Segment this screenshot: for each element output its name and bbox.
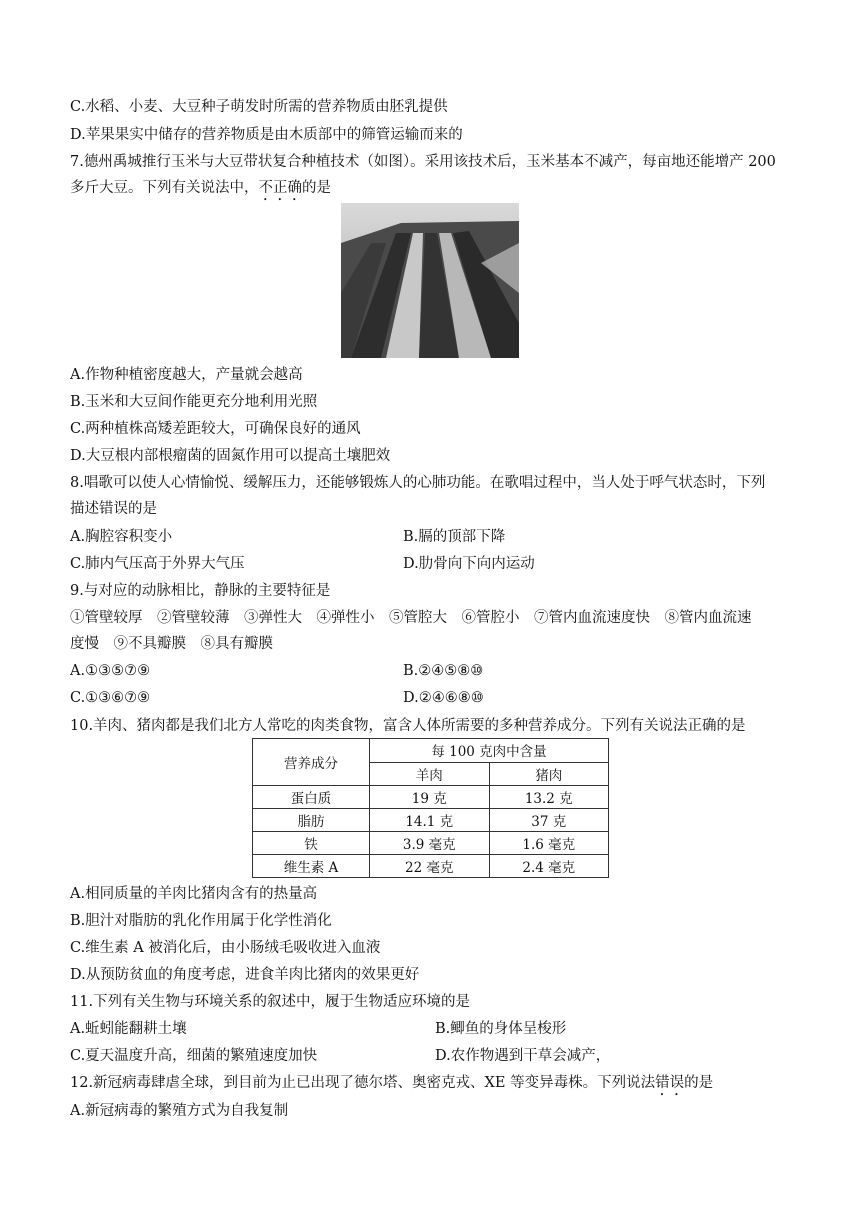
q12-option-a: A.新冠病毒的繁殖方式为自我复制: [70, 1103, 289, 1119]
q12-stem: 12.新冠病毒肆虐全球，到目前为止已出现了德尔塔、奥密克戎、XE 等变异毒株。下列说法错误的是: [70, 1075, 714, 1091]
emphasis-text: 不正确: [258, 180, 302, 196]
nutrient-name: 铁: [253, 832, 370, 855]
header-nutrient: 营养成分: [253, 739, 370, 786]
header-group: 每 100 克肉中含量: [370, 739, 609, 763]
q7-option-a: A.作物种植密度越大，产量就会越高: [70, 367, 303, 383]
q9-option-b: B.②④⑤⑧⑩: [403, 663, 484, 679]
corn-soybean-field-photo: [341, 203, 519, 358]
table-row: [253, 809, 609, 832]
lamb-value: 14.1 克: [370, 809, 490, 832]
q7-option-c: C.两种植株高矮差距较大，可确保良好的通风: [70, 421, 361, 437]
q6-option-c: C.水稻、小麦、大豆种子萌发时所需的营养物质由胚乳提供: [70, 99, 448, 115]
q8-stem-line1: 8.唱歌可以使人心情愉悦、缓解压力，还能够锻炼人的心肺功能。在歌唱过程中，当人处于呼气状态时，下列: [70, 475, 766, 491]
q6-option-d: D.苹果果实中储存的营养物质是由木质部中的筛管运输而来的: [70, 127, 463, 143]
emphasis-text: 错误: [655, 1075, 685, 1091]
pork-value: 1.6 毫克: [489, 832, 609, 855]
table-row: [253, 832, 609, 855]
q8-option-c: C.肺内气压高于外界大气压: [70, 556, 245, 572]
nutrient-name: 蛋白质: [253, 786, 370, 809]
q11-option-d: D.农作物遇到干草会减产，: [435, 1048, 611, 1064]
q11-option-c: C.夏天温度升高，细菌的繁殖速度加快: [70, 1048, 318, 1064]
pork-value: 37 克: [489, 809, 609, 832]
lamb-value: 3.9 毫克: [370, 832, 490, 855]
nutrient-name: 维生素 A: [253, 855, 370, 878]
header-pork: 猪肉: [489, 762, 609, 786]
q10-option-d: D.从预防贫血的角度考虑，进食羊肉比猪肉的效果更好: [70, 967, 420, 983]
nutrition-table: [252, 738, 609, 878]
q7-stem-line2: 多斤大豆。下列有关说法中，不正确的是: [70, 180, 331, 196]
header-lamb: 羊肉: [370, 762, 490, 786]
q11-stem: 11.下列有关生物与环境关系的叙述中，履于生物适应环境的是: [70, 994, 471, 1010]
pork-value: 2.4 毫克: [489, 855, 609, 878]
q9-features-line2: 度慢 ⑨不具瓣膜 ⑧具有瓣膜: [70, 636, 273, 652]
q11-option-b: B.鲫鱼的身体呈梭形: [435, 1021, 567, 1037]
lamb-value: 19 克: [370, 786, 490, 809]
field-photo-graphic: [341, 203, 519, 358]
table-row: [253, 786, 609, 809]
q8-option-a: A.胸腔容积变小: [70, 529, 173, 545]
q9-stem: 9.与对应的动脉相比，静脉的主要特征是: [70, 583, 331, 599]
q9-features-line1: ①管壁较厚 ②管壁较薄 ③弹性大 ④弹性小 ⑤管腔大 ⑥管腔小 ⑦管内血流速度快 ⑧管内血流速: [70, 610, 752, 626]
q10-option-b: B.胆汁对脂肪的乳化作用属于化学性消化: [70, 913, 332, 929]
q8-option-b: B.膈的顶部下降: [403, 529, 506, 545]
q7-option-b: B.玉米和大豆间作能更充分地利用光照: [70, 394, 318, 410]
q10-option-a: A.相同质量的羊肉比猪肉含有的热量高: [70, 886, 318, 902]
q10-stem: 10.羊肉、猪肉都是我们北方人常吃的肉类食物，富含人体所需要的多种营养成分。下列有关说法正确的是: [70, 718, 746, 734]
q9-option-a: A.①③⑤⑦⑨: [70, 663, 151, 679]
q8-stem-line2: 描述错误的是: [70, 501, 157, 517]
q10-option-c: C.维生素 A 被消化后，由小肠绒毛吸收进入血液: [70, 940, 381, 956]
q11-option-a: A.蚯蚓能翻耕土壤: [70, 1021, 187, 1037]
q7-option-d: D.大豆根内部根瘤菌的固氮作用可以提高土壤肥效: [70, 448, 391, 464]
table-row: [253, 855, 609, 878]
q7-stem-line1: 7.德州禹城推行玉米与大豆带状复合种植技术（如图）。采用该技术后，玉米基本不减产，每亩地还能增产 200: [70, 154, 776, 170]
q9-option-c: C.①③⑥⑦⑨: [70, 690, 151, 706]
nutrient-name: 脂肪: [253, 809, 370, 832]
q8-option-d: D.肋骨向下向内运动: [403, 556, 535, 572]
q9-option-d: D.②④⑥⑧⑩: [403, 690, 484, 706]
pork-value: 13.2 克: [489, 786, 609, 809]
lamb-value: 22 毫克: [370, 855, 490, 878]
